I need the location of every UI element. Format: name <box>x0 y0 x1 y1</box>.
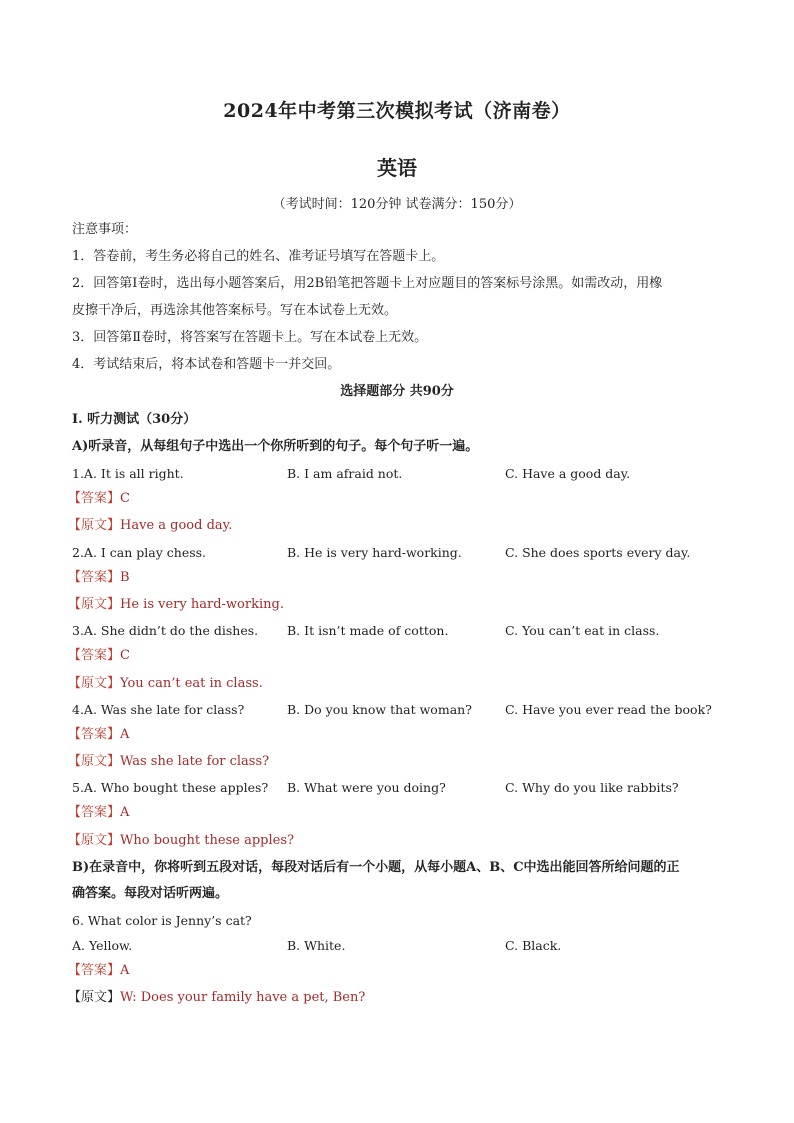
note-4: 4．考试结束后，将本试卷和答题卡一并交回。 <box>72 357 341 372</box>
q1-option-c: C. Have a good day. <box>505 466 631 481</box>
q4-answer <box>68 726 129 744</box>
q3-option-b: B. It isn’t made of cotton. <box>287 623 449 638</box>
q3-option-a: 3.A. She didn’t do the dishes. <box>72 623 259 638</box>
note-3: 3．回答第Ⅱ卷时，将答案写在答题卡上。写在本试卷上无效。 <box>72 330 428 345</box>
part-a-instruction: A)听录音，从每组句子中选出一个你所听到的句子。每个句子听一遍。 <box>72 439 479 454</box>
answer-value: C <box>120 491 130 506</box>
q2-option-a: 2.A. I can play chess. <box>72 545 207 560</box>
q4-option-c: C. Have you ever read the book? <box>505 702 712 717</box>
answer-tag: 【答案】 <box>68 805 121 820</box>
original-text: Have a good day. <box>120 518 233 533</box>
exam-info: （考试时间：120分钟 试卷满分：150分） <box>272 197 522 212</box>
original-tag: 【原文】 <box>68 990 121 1005</box>
answer-tag: 【答案】 <box>68 963 121 978</box>
q3-answer <box>68 647 130 665</box>
answer-value: A <box>120 805 130 820</box>
answer-value: A <box>120 963 130 978</box>
q1-answer <box>68 490 130 508</box>
q5-answer <box>68 804 129 822</box>
q6-question: 6. What color is Jenny’s cat? <box>72 913 252 928</box>
original-tag: 【原文】 <box>68 754 121 769</box>
page-title: 2024年中考第三次模拟考试（济南卷） <box>223 100 571 122</box>
q2-original <box>68 596 284 614</box>
part-1-heading: I. 听力测试（30分） <box>72 412 197 427</box>
q4-option-b: B. Do you know that woman? <box>287 702 472 717</box>
original-text: He is very hard-working. <box>120 597 284 612</box>
original-text: Was she late for class? <box>120 754 270 769</box>
q6-original <box>68 989 365 1007</box>
section-heading: 选择题部分 共90分 <box>340 384 454 399</box>
q3-original <box>68 675 263 693</box>
q1-original <box>68 517 232 535</box>
note-2b: 皮擦干净后，再选涂其他答案标号。写在本试卷上无效。 <box>72 303 398 318</box>
part-b-instruction-line2: 确答案。每段对话听两遍。 <box>72 886 229 901</box>
notes-heading: 注意事项： <box>72 222 138 237</box>
q6-option-a: A. Yellow. <box>72 938 133 953</box>
answer-tag: 【答案】 <box>68 491 121 506</box>
q6-answer <box>68 962 129 980</box>
answer-value: A <box>120 727 130 742</box>
part-b-instruction-line1: B)在录音中，你将听到五段对话，每段对话后有一个小题，从每小题A、B、C中选出能回答所给问题的正 <box>72 860 680 875</box>
q5-option-c: C. Why do you like rabbits? <box>505 780 679 795</box>
original-tag: 【原文】 <box>68 597 121 612</box>
original-text: W: Does your family have a pet, Ben? <box>120 990 366 1005</box>
answer-value: B <box>120 570 130 585</box>
original-text: Who bought these apples? <box>120 833 294 848</box>
original-text: You can’t eat in class. <box>120 676 263 691</box>
q5-original <box>68 832 294 850</box>
q2-answer <box>68 569 130 587</box>
q3-option-c: C. You can’t eat in class. <box>505 623 660 638</box>
q1-option-b: B. I am afraid not. <box>287 466 403 481</box>
original-tag: 【原文】 <box>68 518 121 533</box>
q1-option-a: 1.A. It is all right. <box>72 466 184 481</box>
q6-option-b: B. White. <box>287 938 346 953</box>
q4-option-a: 4.A. Was she late for class? <box>72 702 245 717</box>
subject-title: 英语 <box>377 156 417 180</box>
q4-original <box>68 753 269 771</box>
q6-option-c: C. Black. <box>505 938 562 953</box>
q5-option-a: 5.A. Who bought these apples? <box>72 780 269 795</box>
answer-tag: 【答案】 <box>68 727 121 742</box>
answer-tag: 【答案】 <box>68 648 121 663</box>
q5-option-b: B. What were you doing? <box>287 780 446 795</box>
q2-option-b: B. He is very hard-working. <box>287 545 462 560</box>
note-2a: 2．回答第Ⅰ卷时，选出每小题答案后，用2B铅笔把答题卡上对应题目的答案标号涂黑。如需改动，用橡 <box>72 276 663 291</box>
q2-option-c: C. She does sports every day. <box>505 545 691 560</box>
original-tag: 【原文】 <box>68 833 121 848</box>
answer-value: C <box>120 648 130 663</box>
answer-tag: 【答案】 <box>68 570 121 585</box>
original-tag: 【原文】 <box>68 676 121 691</box>
note-1: 1．答卷前，考生务必将自己的姓名、准考证号填写在答题卡上。 <box>72 249 445 264</box>
